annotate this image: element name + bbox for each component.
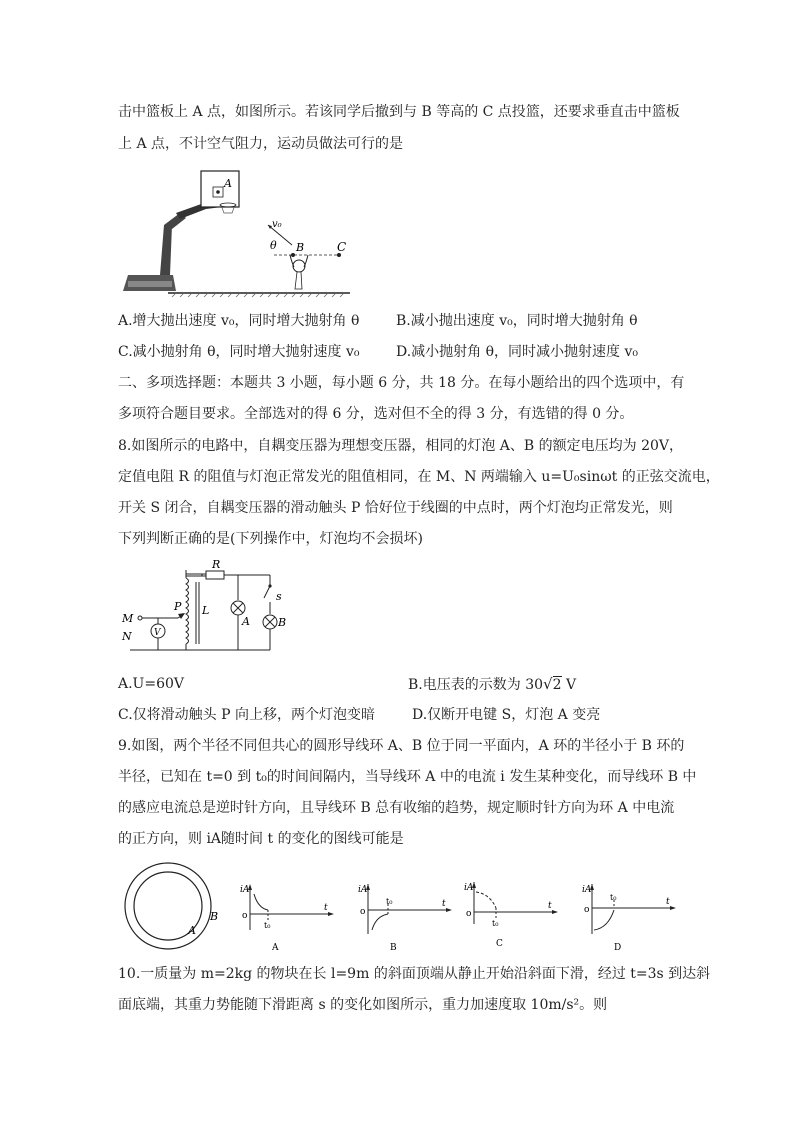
q8-option-d: D.仅断开电键 S，灯泡 A 变亮 xyxy=(412,707,601,723)
graph-a-t0: t₀ xyxy=(264,921,271,930)
graph-d-y-label: iA xyxy=(582,885,592,895)
graph-b-t0: t₀ xyxy=(386,897,393,906)
graph-d-caption: D xyxy=(614,943,622,952)
section2-line2: 多项符合题目要求。全部选对的得 6 分，选对但不全的得 3 分，有选错的得 0 分。 xyxy=(118,406,634,422)
lamp-b-label: B xyxy=(278,616,287,629)
graph-c-origin: o xyxy=(466,909,472,919)
coil-label: L xyxy=(202,604,210,617)
q7-option-c: C.减小抛射角 θ，同时增大抛射速度 v₀ xyxy=(118,344,360,360)
q8-option-b-unit: V xyxy=(561,677,577,693)
graph-a-origin: o xyxy=(242,911,248,921)
switch-label: s xyxy=(276,590,282,603)
section2-line1: 二、多项选择题：本题共 3 小题，每小题 6 分，共 18 分。在每小题给出的四个选项中，有 xyxy=(118,375,685,391)
q7-option-b: B.减小抛出速度 v₀，同时增大抛射角 θ xyxy=(396,313,638,329)
rings-figure xyxy=(118,860,218,952)
graph-d-x-label: t xyxy=(666,897,670,907)
q8-option-a: A.U=60V xyxy=(118,676,185,692)
q9-line4: 的正方向，则 iA随时间 t 的变化的图线可能是 xyxy=(118,831,404,847)
graph-b-y-label: iA xyxy=(358,885,368,895)
q8-option-b-text: B.电压表的示数为 30 xyxy=(408,677,544,693)
graph-d-origin: o xyxy=(584,905,590,915)
circuit-figure xyxy=(118,558,300,658)
graph-d-t0: t₀ xyxy=(610,893,617,902)
point-b-label: B xyxy=(296,241,305,254)
graph-a-x-label: t xyxy=(324,903,328,913)
graph-c xyxy=(456,878,564,950)
ring-a-label: A xyxy=(188,924,196,937)
graph-a-caption: A xyxy=(272,943,279,952)
q10-line2: 面底端，其重力势能随下滑距离 s 的变化如图所示，重力加速度取 10m/s²。则 xyxy=(118,997,608,1013)
q7-option-a: A.增大抛出速度 v₀，同时增大抛射角 θ xyxy=(118,313,360,329)
sqrt-radicand: 2 xyxy=(552,677,562,693)
terminal-m-label: M xyxy=(122,612,134,625)
slider-p-label: P xyxy=(174,600,182,613)
q8-line4: 下列判断正确的是(下列操作中，灯泡均不会损坏) xyxy=(118,531,423,547)
terminal-n-label: N xyxy=(122,630,132,643)
ring-b-label: B xyxy=(210,910,218,923)
q8-option-b xyxy=(408,674,688,695)
q7-option-d: D.减小抛射角 θ，同时减小抛射速度 v₀ xyxy=(396,344,639,360)
q9-line3: 的感应电流总是逆时针方向，且导线环 B 总有收缩的趋势，规定顺时针方向为环 A 中电流 xyxy=(118,800,675,816)
q10-line1: 10.一质量为 m=2kg 的物块在长 l=9m 的斜面顶端从静止开始沿斜面下滑，经过 t=3s 到达斜 xyxy=(118,966,711,982)
q7-line1: 击中篮板上 A 点，如图所示。若该同学后撤到与 B 等高的 C 点投篮，还要求垂直击中篮板 xyxy=(118,104,680,120)
q9-line1: 9.如图，两个半径不同但共心的圆形导线环 A、B 位于同一平面内，A 环的半径小于 B 环的 xyxy=(118,738,685,754)
graph-d xyxy=(574,880,682,952)
graph-a-y-label: iA xyxy=(240,885,250,895)
v0-label: v₀ xyxy=(272,219,282,230)
graph-c-caption: C xyxy=(496,939,503,949)
graph-b-caption: B xyxy=(390,943,397,952)
theta-label: θ xyxy=(270,239,277,252)
resistor-label: R xyxy=(212,558,221,571)
graph-c-t0: t₀ xyxy=(492,919,499,928)
point-a-label: A xyxy=(224,177,232,190)
voltmeter-label: V xyxy=(154,628,161,638)
graph-b-x-label: t xyxy=(442,899,446,909)
q8-option-c: C.仅将滑动触头 P 向上移，两个灯泡变暗 xyxy=(118,707,375,723)
graph-b-origin: o xyxy=(360,907,366,917)
q9-line2: 半径，已知在 t=0 到 t₀的时间间隔内，当导线环 A 中的电流 i 发生某种变化，而导线环 B 中 xyxy=(118,769,697,785)
point-c-label: C xyxy=(337,240,347,254)
q8-line2: 定值电阻 R 的阻值与灯泡正常发光的阻值相同，在 M、N 两端输入 u=U₀sinωt 的正弦交流电， xyxy=(118,469,720,485)
sqrt-symbol: √ xyxy=(543,675,553,693)
graph-b xyxy=(350,880,458,952)
graph-c-y-label: iA xyxy=(464,883,474,893)
basketball-figure xyxy=(118,163,358,298)
q8-line1: 8.如图所示的电路中，自耦变压器为理想变压器，相同的灯泡 A、B 的额定电压均为 20V， xyxy=(118,438,684,454)
q7-line2: 上 A 点，不计空气阻力，运动员做法可行的是 xyxy=(118,136,404,152)
q8-line3: 开关 S 闭合，自耦变压器的滑动触头 P 恰好位于线圈的中点时，两个灯泡均正常发光，则 xyxy=(118,500,673,516)
graph-a xyxy=(232,880,340,952)
lamp-a-label: A xyxy=(242,615,250,628)
graph-c-x-label: t xyxy=(548,901,552,911)
